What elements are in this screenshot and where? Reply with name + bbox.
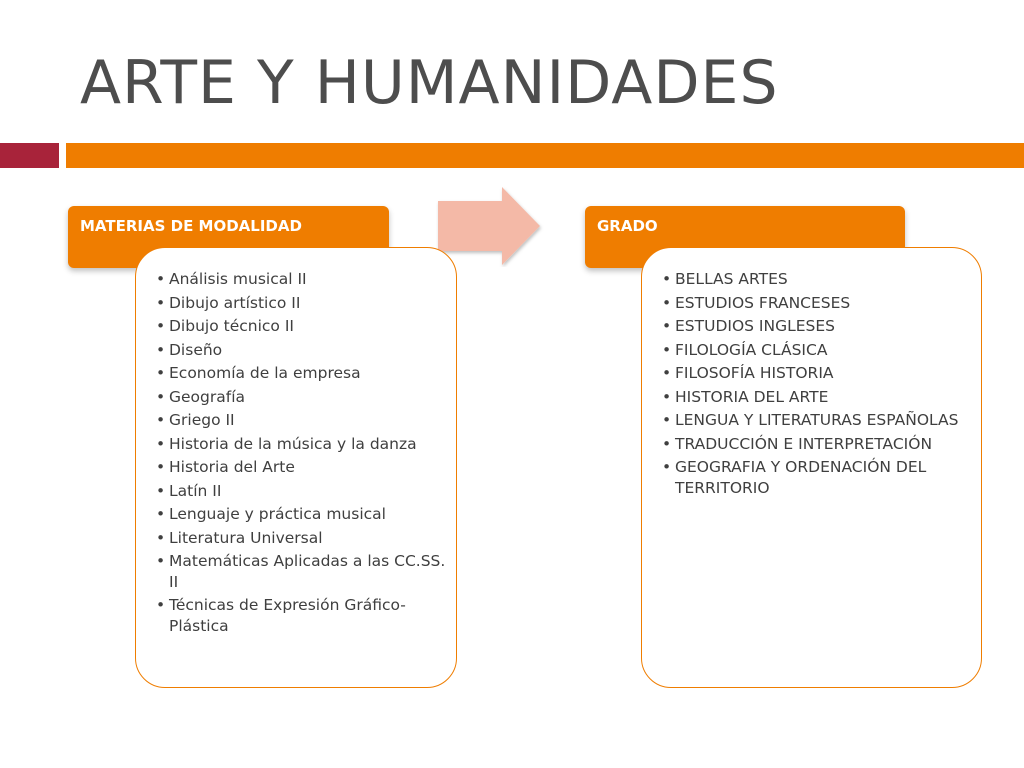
- list-item: • ESTUDIOS INGLESES: [662, 316, 974, 337]
- list-item: • Geografía: [156, 387, 448, 408]
- right-panel-header-label: GRADO: [597, 217, 658, 235]
- list-item: • Historia de la música y la danza: [156, 434, 448, 455]
- list-item: • Latín II: [156, 481, 448, 502]
- list-item: • Dibujo artístico II: [156, 293, 448, 314]
- list-item: • HISTORIA DEL ARTE: [662, 387, 974, 408]
- list-item: • GEOGRAFIA Y ORDENACIÓN DEL TERRITORIO: [662, 457, 974, 498]
- list-item: • Dibujo técnico II: [156, 316, 448, 337]
- list-item: • Análisis musical II: [156, 269, 448, 290]
- left-panel-list-box: [135, 247, 457, 688]
- list-item: • BELLAS ARTES: [662, 269, 974, 290]
- list-item: • FILOSOFÍA HISTORIA: [662, 363, 974, 384]
- list-item: • LENGUA Y LITERATURAS ESPAÑOLAS: [662, 410, 974, 431]
- list-item: • TRADUCCIÓN E INTERPRETACIÓN: [662, 434, 974, 455]
- accent-bar-red: [0, 143, 59, 168]
- list-item: • Matemáticas Aplicadas a las CC.SS. II: [156, 551, 448, 592]
- list-item: • FILOLOGÍA CLÁSICA: [662, 340, 974, 361]
- list-item: • ESTUDIOS FRANCESES: [662, 293, 974, 314]
- accent-bar-orange: [66, 143, 1024, 168]
- list-item: • Economía de la empresa: [156, 363, 448, 384]
- list-item: • Técnicas de Expresión Gráfico-Plástica: [156, 595, 448, 636]
- right-panel-list: [662, 269, 974, 501]
- right-arrow-icon: [436, 185, 544, 267]
- list-item: • Literatura Universal: [156, 528, 448, 549]
- slide-title: ARTE Y HUMANIDADES: [80, 48, 779, 118]
- list-item: • Lenguaje y práctica musical: [156, 504, 448, 525]
- left-panel-header-label: MATERIAS DE MODALIDAD: [80, 217, 302, 235]
- list-item: • Historia del Arte: [156, 457, 448, 478]
- right-panel-list-box: [641, 247, 982, 688]
- left-panel-list: [156, 269, 448, 639]
- list-item: • Griego II: [156, 410, 448, 431]
- list-item: • Diseño: [156, 340, 448, 361]
